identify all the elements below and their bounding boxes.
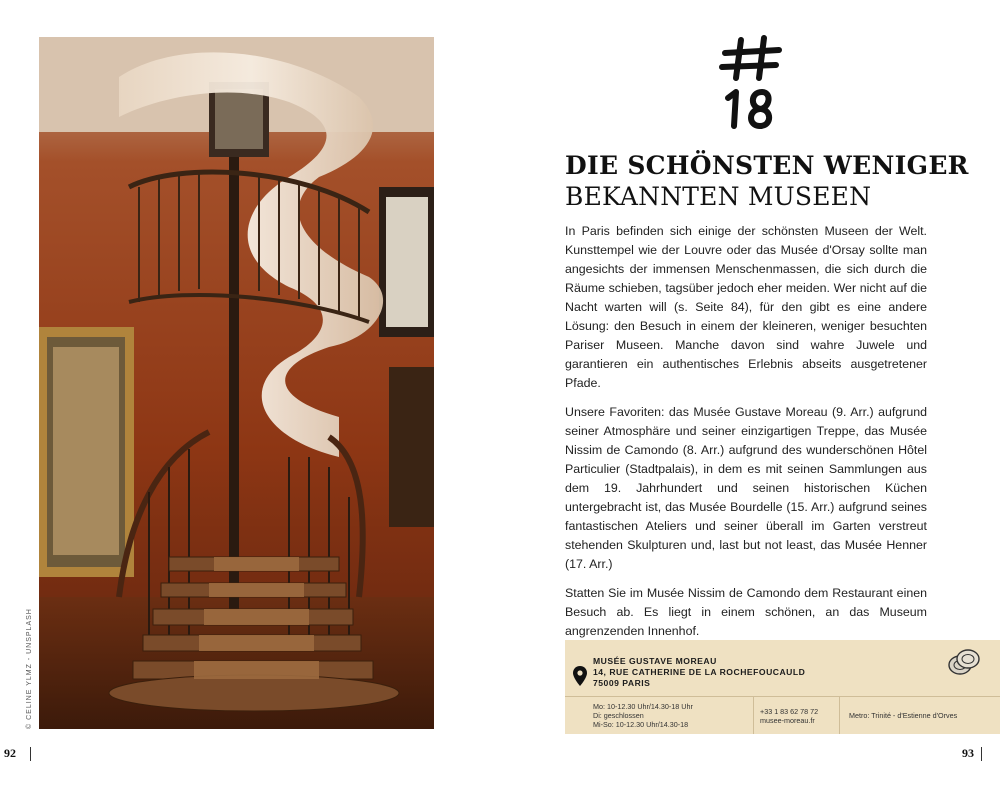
title-regular-line: BEKANNTEN MUSEEN xyxy=(565,182,872,211)
museum-name: MUSÉE GUSTAVE MOREAU xyxy=(593,656,717,666)
title-bold-line: DIE SCHÖNSTEN WENIGER xyxy=(565,151,969,180)
museum-info-box xyxy=(565,640,1000,734)
phone-number: +33 1 83 62 78 72 xyxy=(760,706,819,716)
metro-station: Metro: Trinité - d'Estienne d'Orves xyxy=(849,711,958,720)
website: musee-moreau.fr xyxy=(760,715,815,725)
hours-line: Mo: 10-12.30 Uhr/14.30-18 Uhr xyxy=(593,702,693,711)
paragraph-tip: Statten Sie im Musée Nissim de Camondo dem Restaurant einen Besuch ab. Es liegt in einem schönen, an das Museum angrenzenden Innenhof. xyxy=(565,586,927,638)
page-number-right: 93 xyxy=(962,746,974,760)
hours-line: Di: geschlossen xyxy=(593,711,644,720)
museum-street: 14, RUE CATHERINE DE LA ROCHEFOUCAULD xyxy=(593,667,806,677)
paragraph-intro: In Paris befinden sich einige der schönsten Museen der Welt. Kunsttempel wie der Louvre oder das Musée d'Orsay sollte man angesichts der immensen Menschenmassen, die sich durch die Räume schieben, tagsüber jedoch eher meiden. Wer nicht auf die Nacht warten will (s. Seite 84), für den gibt es eine andere Lösung: den Besuch in einem der kleineren, weniger besuchten Pariser Museen. Manche davon sind wahre Juwele und garantieren ein authentisches Erlebnis abseits ausgetretener Pfade. xyxy=(565,224,927,390)
metro-info xyxy=(839,697,1000,734)
coins-icon xyxy=(947,648,981,676)
opening-hours xyxy=(593,697,743,734)
photo-credit: © CELINE YLMZ - UNSPLASH xyxy=(26,608,33,729)
spiral-staircase-photo xyxy=(39,37,434,729)
museum-city: 75009 PARIS xyxy=(593,678,651,688)
museum-address xyxy=(593,656,805,689)
page-number-left: 92 xyxy=(4,746,16,760)
hash-number-illustration xyxy=(714,34,786,130)
chapter-number-badge xyxy=(714,34,786,130)
paragraph-favorites: Unsere Favoriten: das Musée Gustave Moreau (9. Arr.) aufgrund seiner Atmosphäre und seiner einzigartigen Treppe, das Musée Nissim de Camondo (8. Arr.) aufgrund des wunderschönen Hôtel Particulier (Stadtpalais), in dem es mit seinen Sammlungen aus dem 19. Jahrhundert und seinen historischen Küchen untergebracht ist, das Musée Bourdelle (15. Arr.) aufgrund seines fantastischen Ateliers und seiner überall im Garten verstreut stehenden Skulpturen und, last but not least, das Musée Henner (17. Arr.) xyxy=(565,405,927,571)
staircase-illustration xyxy=(39,37,434,729)
page-number-divider-right xyxy=(981,747,982,761)
article-title xyxy=(565,150,975,212)
article-body xyxy=(565,222,927,651)
page-number-divider-left xyxy=(30,747,31,761)
contact-info xyxy=(753,697,839,734)
hours-line: Mi-So: 10-12.30 Uhr/14.30-18 xyxy=(593,720,689,729)
map-pin-icon xyxy=(573,666,587,686)
